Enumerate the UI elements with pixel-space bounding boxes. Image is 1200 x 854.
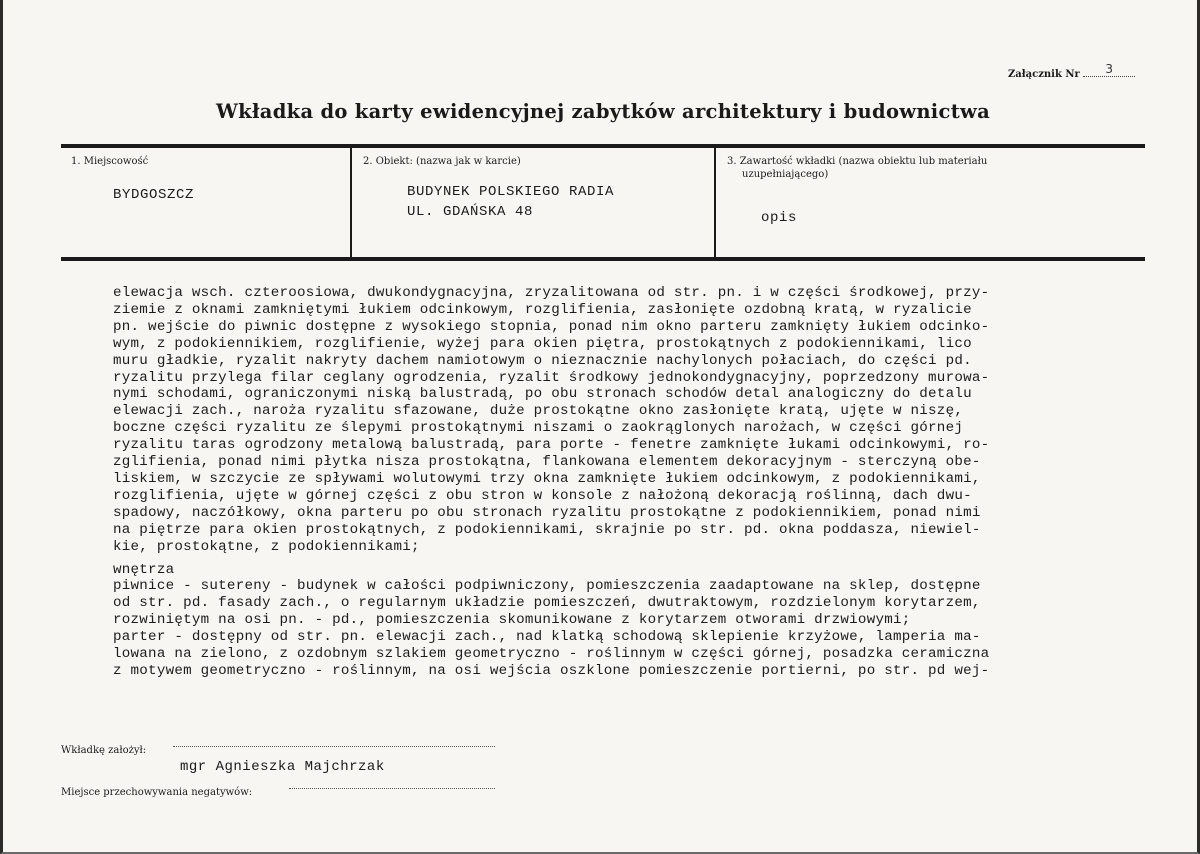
description-line: na piętrze para okien prostokątnych, z podokiennikami, skrajnie po str. pd. okna poddasza, niewiel- — [113, 521, 981, 538]
author-dotted-line — [173, 746, 495, 747]
negatives-label: Miejsce przechowywania negatywów: — [61, 787, 253, 798]
author-name: mgr Agnieszka Majchrzak — [180, 759, 385, 775]
page-title: Wkładka do karty ewidencyjnej zabytków architektury i budownictwa — [215, 100, 991, 123]
description-line: od str. pd. fasady zach., o regularnym układzie pomieszczeń, dwutraktowym, rozdzielonym korytarzem, — [113, 595, 981, 612]
description-line: ziemie z oknami zamkniętymi łukiem odcinkowym, rozglifienia, zasłonięte ozdobną kratą, w ryzalicie — [113, 301, 972, 318]
annex-number — [1008, 62, 1135, 81]
description-line: nymi schodami, ograniczonymi niską balustradą, po obu stronach schodów detal analogiczny do detalu — [113, 386, 972, 403]
annex-number-value: 3 — [1083, 62, 1135, 77]
description-line: pn. wejście do piwnic dostępne z wysokiego stopnia, ponad nim okno parteru zamknięty łukiem odcinko- — [113, 318, 990, 335]
description-line: ryzalitu przylega filar ceglany ogrodzenia, ryzalit środkowy jednokondygnacyjny, poprzedzony murowa- — [113, 369, 990, 386]
description-line: parter - dostępny od str. pn. elewacji zach., nad klatką schodową sklepienie krzyżowe, lamperia ma- — [113, 629, 981, 646]
contents-label-line1: 3. Zawartość wkładki (nazwa obiektu lub materiału — [727, 156, 988, 167]
header-top-rule — [61, 144, 1145, 148]
description-line: elewacji zach., naroża ryzalitu sfazowane, duże prostokątne okno zasłonięte kratą, ujęte w niszę, — [113, 403, 964, 420]
description-line: rozwiniętym na osi pn. - pd., pomieszczenia skomunikowane z korytarzem otworami drzwiowymi; — [113, 612, 911, 629]
description-line: spadowy, naczółkowy, okna parteru po obu stronach ryzalitu prostokątne z podokiennikiem, ponad nimi — [113, 504, 981, 521]
header-bottom-rule — [61, 257, 1145, 261]
description-line: wym, z podokiennikiem, rozglifienie, wyżej para okien piętra, prostokątnych z podokiennikami, lico — [113, 335, 972, 352]
contents-value: opis — [761, 210, 798, 226]
description-line: wnętrza — [113, 561, 175, 578]
description-line: zglifienia, ponad nimi płytka nisza prostokątna, flankowana elementem dekoracyjnym - sterczyną obe- — [113, 454, 981, 471]
description-line: kie, prostokątne, z podokiennikami; — [113, 538, 420, 555]
description-line: z motywem geometryczno - roślinnym, na osi wejścia oszklone pomieszczenie portierni, po str. pd wej- — [113, 662, 990, 679]
column-divider-2 — [714, 148, 716, 257]
object-value-line2: UL. GDAŃSKA 48 — [407, 204, 534, 220]
negatives-dotted-line — [289, 788, 495, 789]
author-label: Wkładkę założył: — [61, 745, 147, 756]
description-line: lowana na zielono, z ozdobnym szlakiem geometryczno - roślinnym w części górnej, posadzka ceramiczna — [113, 646, 990, 663]
locality-label: 1. Miejscowość — [71, 156, 149, 167]
locality-value: BYDGOSZCZ — [113, 187, 195, 203]
contents-label — [727, 155, 987, 181]
description-line: muru gładkie, ryzalit nakryty dachem namiotowym o nieznacznie nachylonych połaciach, do części pd. — [113, 352, 972, 369]
description-line: rozglifienia, ujęte w górnej części z obu stron w konsole z nałożoną dekoracją roślinną, dach dwu- — [113, 487, 972, 504]
description-line: ryzalitu taras ogrodzony metalową balustradą, para porte - fenetre zamknięte łukami odcinkowymi, ro- — [113, 437, 990, 454]
description-text — [113, 285, 1133, 680]
description-line: liskiem, w szczycie ze spływami wolutowymi trzy okna zamknięte łukiem odcinkowym, z podokiennikami, — [113, 470, 981, 487]
description-line: elewacja wsch. czteroosiowa, dwukondygnacyjna, zryzalitowana od str. pn. i w części środkowej, przy- — [113, 285, 990, 301]
object-label: 2. Obiekt: (nazwa jak w karcie) — [363, 156, 521, 167]
object-value-line1: BUDYNEK POLSKIEGO RADIA — [407, 184, 615, 200]
contents-label-line2: uzupełniającego) — [742, 169, 829, 180]
annex-label: Załącznik Nr — [1008, 69, 1080, 80]
description-line: piwnice - sutereny - budynek w całości podpiwniczony, pomieszczenia zaadaptowane na sklep, dostępne — [113, 578, 981, 595]
description-line: boczne części ryzalitu ze ślepymi prostokątnymi niszami o zaokrąglonych narożach, w części górnej — [113, 420, 964, 437]
column-divider-1 — [350, 148, 352, 257]
